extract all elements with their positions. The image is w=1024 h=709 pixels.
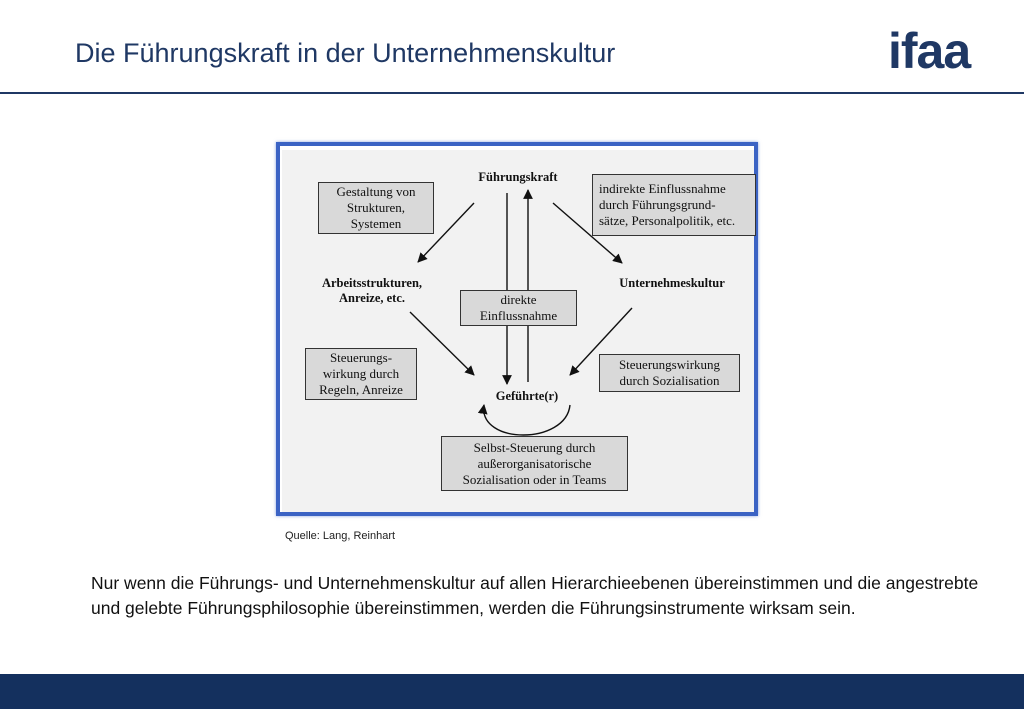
box-steuerung-sozialisation: Steuerungswirkung durch Sozialisation (599, 354, 740, 392)
node-gefuehrte: Geführte(r) (495, 389, 559, 403)
box-indirekte-einflussnahme: indirekte Einflussnahme durch Führungsgrund- sätze, Personalpolitik, etc. (592, 174, 756, 236)
box-selbststeuerung: Selbst-Steuerung durch außerorganisatorische Sozialisation oder in Teams (441, 436, 628, 491)
body-paragraph: Nur wenn die Führungs- und Unternehmenskultur auf allen Hierarchieebenen übereinstimmen und die angestrebte und gelebte Führungsphilosophie übereinstimmen, werden die Führungsinstrumente wirksam sein. (91, 573, 979, 618)
node-arbeitsstrukturen: Arbeitsstrukturen, Anreize, etc. (321, 276, 423, 305)
ifaa-logo: ifaa (888, 23, 971, 79)
source-caption: Quelle: Lang, Reinhart (285, 530, 396, 542)
page-title: Die Führungskraft in der Unternehmenskultur (75, 38, 616, 68)
footer-bar (0, 674, 1024, 709)
node-unternehmenskultur: Unternehmeskultur (619, 276, 725, 290)
arrow-selbststeuerung-loop (484, 405, 570, 435)
box-steuerung-regeln: Steuerungs- wirkung durch Regeln, Anreize (305, 348, 417, 400)
box-direkte-einflussnahme: direkte Einflussnahme (460, 290, 577, 326)
node-fuehrungskraft: Führungskraft (478, 170, 558, 184)
box-gestaltung: Gestaltung von Strukturen, Systemen (318, 182, 434, 234)
